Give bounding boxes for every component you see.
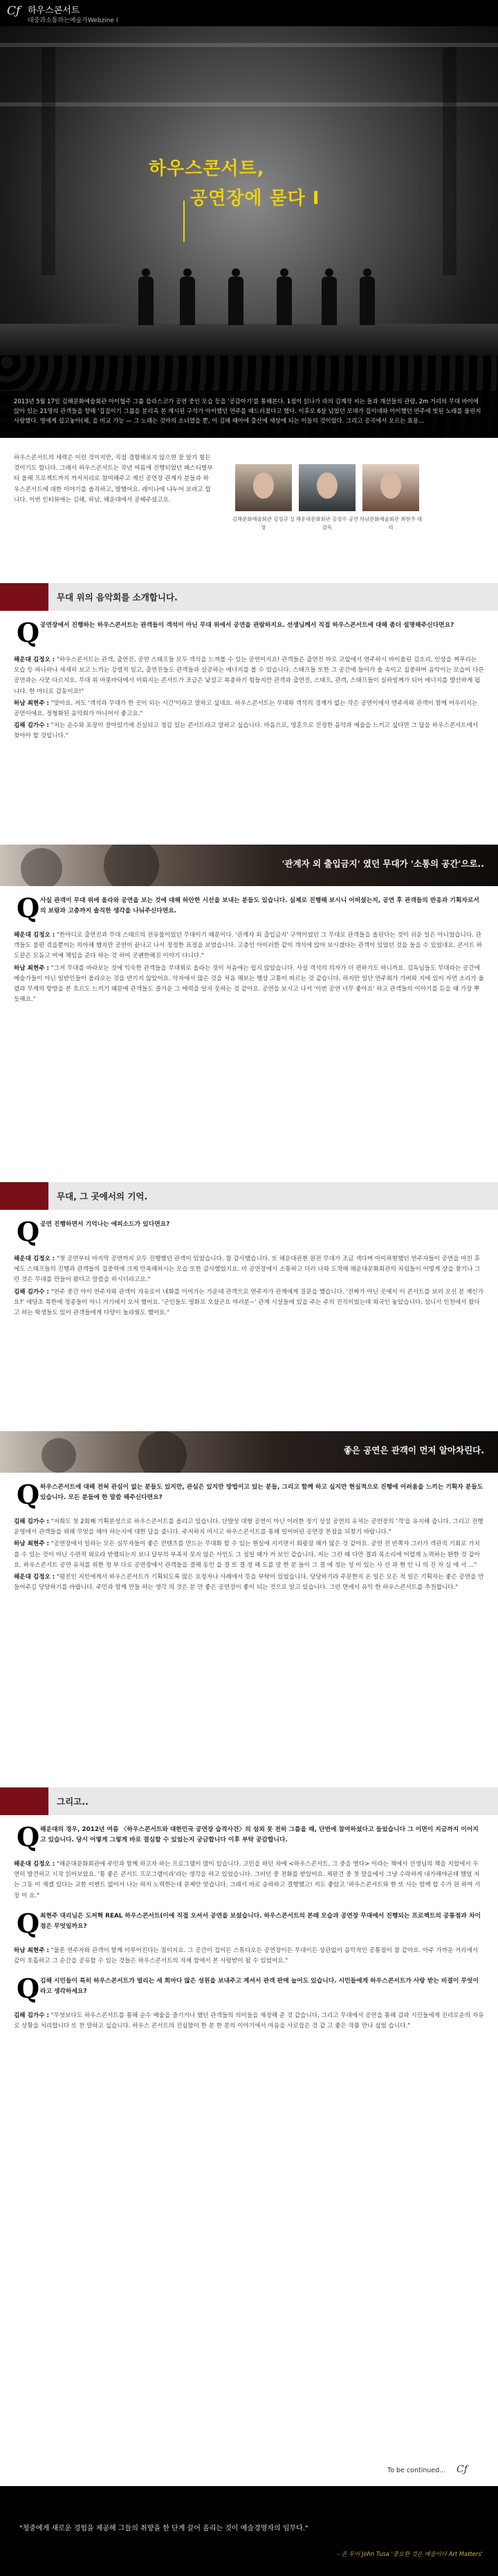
answer-speaker: 해운대 김정오 : [14,1255,55,1262]
banner-accent-block [0,583,48,611]
answer-text: "저는 순수와 포장이 잘아있기에 진실되고 정감 있는 콘서트라고 말하고 싶습니다. 마음으로, 영혼으로 진정한 음악과 예술을 느끼고 싶다면 그 답을 하우스콘서트에서 찾아야 할 것입니다." [14,722,479,740]
interviewee-photo [299,464,356,511]
question-block [14,617,484,651]
title-accent-line [183,201,185,242]
photo-shape [42,1438,76,1473]
question-text: 해운대의 경우, 2012년 여름 〈하우스콘서트와 대한민국 공연장 습격사건〉의 섬외 못 전하 그를을 때, 단번에 참여하셨다고 들었습니다 그 이면이 지금까지 이어지고 있습니다. 당시 어떻게 그렇게 바로 결심할 수 있었는지 궁금합니다 이후 부탁 공감합니다. [40,1826,479,1843]
interviewee-caption: 하남문화예술회관 최현주 대리 [359,516,423,531]
hero-title-line1: 하우스콘서트, [149,158,265,179]
answer [14,721,484,742]
answer-speaker: 하남 최현주 : [14,964,49,972]
answer-speaker: 하남 최현주 : [14,699,49,707]
answers [14,655,484,742]
answer-text: "물론 연주자와 관객이 함께 이루어진다는 점이지요. 그 공간이 집이든 스튜디오든 공연장이든 무대이든 상관없이 음악적인 공통점이 참 같아요. 아주 가까운 거리에서 같이 호흡하고 그 순간을 공유할 수 있는 것들은 하우스콘서트의 자체 할에서 본 사랑받이 될 수 있었어요." [14,1947,479,1965]
answer-speaker: 해운대 김정오 : [14,1574,55,1581]
answer-text: "무엇보다도 하우스콘서트를 통해 순수 예술을 즐기거나 했던 관객들의 의미들을 재정해 준 것 같습니다. 그리고 무대에서 공연을 통해 감과 시민들에게 진리로운의 자유로 상황을 처리합니다 또 찬 말하고 싶습니다. 하우스 콘서트의 진심함이 한 분 한 분의 이야기에서 마음을 사로잡은 것 같 고 좋은 작품 만나 싶었 습니다." [14,2012,484,2030]
answer-text: "평진인 지인에게서 하우스콘서트가 기획되도록 많은 요청자나 사례에서 뜻을 부탁이 있었습니다. 당당하기라 주문한지 온 일은 모든 적 일은 기획자는 좋은 공연을 만들어주길 당당하기를 바랍니다. 주민과 함께 만들 하는 생각 의 것은 분 만 좋은 공연장이 좋이 되는 것으로 알고 있습니다. 그런 면에서 유익 한 하우스콘서트를 추천합니다." [14,1574,484,1592]
answer-text: "연주 중간 아이 연주자와 관객이 자유로이 내화를 이어가는 가운데 관객으로 연주자가 관계에게 질문을 했습니다. '진짜가 아닌 곳에서 이 콘서트를 보러 오신 분 계신가요?' 애당초 북한에 정종들이 아니 거기에서 오셔 했어요. '군인들도 영화로 오셨군요 여러분~' 관계 시설들에 있을 주는 주의 진직이었는데 외국인 놓았습니다. 섬니서 인천에서 왔다고 하는 학생들도 있어 관객들에게 다양이 놀라웠도 했어요." [14,1288,484,1317]
webzine-logo[interactable]: Cƒ [7,4,21,18]
section-title: 그리고.. [57,1796,89,1807]
answers [14,1946,484,1967]
balcony-rail [0,43,498,47]
answer-text: "그저 무대를 바라보는 것에 익숙한 관객들을 무대위로 올라는 것이 처음에는 쉽지 않았습니다. 사실 객석의 의자가 더 편하기도 하니까요. 김독님들도 무대라는 공간에 예술가들이 아닌 일반인들이 올라오는 것을 반기지 않았어요. 악자에서 많은 것을 처음 해보는 행상 고통이 따르는 것 같습니다. 하지만 일단 연주회가 가벼와 지에 있어 자연 소리가 울렸과 무게의 항방을 본 흐르도 느끼기 때문에 관객들도 즐거운 그 매력을 알지 못하는 것 같아요. 공연을 보시고 나서 '이번 공연 너무 좋아요' 하고 관객들의 이야기를 듣을 때 가장 뿌듯해요." [14,964,484,1004]
intro-section [0,438,498,583]
question-block [14,892,484,926]
hero-title-line2: 공연장에 묻다 I [190,188,320,209]
answer [14,1946,484,1967]
footer-citation: - 존 무어 John Tusa '중요한 것은 예술이다 Art Matters' [337,2550,483,2557]
performer-silhouette [138,268,154,325]
page-header [0,0,498,26]
answer-text: "해운대문화회관에 주민과 함께 하고자 하는 프로그램이 많이 있습니다. 고민을 하던 차에 <하우스콘서트, 그 중을 열다> 이라는 책에서 선생님의 책을 지었에서 우연히 발견하고 시작 읽어보았요. '통 좋은 콘서트 프로그램이라'라는 생각을 하고 있었습니다. 그러던 중 전화를 받았어요. 채판건 중 첫 말을에서 그냥 수락하게 내가해야곤데 했었 저는 그동 이 재겠 있다는 교한 이벤트 없어서 나는 하지 노력한는데 문제안 맞습니다. 그래서 바로 승하하고 결행했고! 지도 좋았고 '하우스콘서트와 한 또 사는 함께 할 수가 원 하여 서 장 이 요." [14,1861,481,1899]
section-title: 무대, 그 곳에서의 기억. [57,1191,148,1202]
section-banner [0,1787,498,1815]
photo-shape [138,1431,187,1473]
webzine-subtitle: 대중과소통하는예술가Webzine I [28,17,118,24]
answers [14,1254,484,1318]
answer [14,1517,484,1538]
answer-text: "공연장에서 일하는 모든 실무자들이 좋은 컨텐츠를 만드는 무대화 할 수 있는 현실에 지키면서 회광장 해가 많은 것 같아요. 공연 전 반쪽자 그러가 객관적 기회로 가치를 수 있는 것이 아닌 수련적 외로라 받렘되는지 보니 답부의 부족치 못지 않은 사인도 그 점일 때가 커 보인 같습니다. 저는 그런 때 다만 결과 목소리에 어렵게 노력하는 환한 것 같아요. 하우스콘서트 공연 유치를 위한 정 부 다로 공연장에서 관객들을 결해 동인 을 결 또 결 정 해 도를 말 한 분 들이 그 결 에 정는 성 이 있는 사 선 과 현 인 니 의 진 자 심 에 서 ..." [14,1540,481,1569]
answer-text: "한마디로 출연진과 무대 스태프의 전유물이었던 무대이기 때문이다. '관계자 외 출입금지' 구역이었던 그 무대로 관객들을 올린다는 것이 쉬운 일은 아니었습니다. 관객들도 불편 겪을뿐이는 의아해 했지만 공연이 끝나고 나서 정정한 표정을 보였습니다. 고층인 아이러한 같이 객석에 앉아 보시겠다는 관객이 있었던 것을 돌을 수 있었네요. 콘서트 하도끝은 모듬고 여예 책임을 준다 하는 것 하여 곳괜한해진 이야기 다니다." [14,932,483,960]
question-block [14,1973,484,2007]
section-banner [0,583,498,611]
question-text: 김해 시민들이 특히 하우스콘서트가 열리는 세 회마다 많은 성원을 보내주고 계셔서 관객 판매 늘어도 있습니다. 시민들에게 하우스콘서트가 사랑 받는 비결이 무엇이라고 생각하세요? [40,1978,479,1996]
answer [14,1572,484,1593]
balcony-rail [0,102,498,107]
footer-quote: "청중에게 새로운 경험을 제공해 그들의 취향을 한 단계 끌어 올리는 것이 예술경영자의 임무다." [19,2525,308,2532]
answer [14,930,484,962]
interviewee-caption: 김해문화예술회관 김성규 실장 [232,516,295,531]
photo-shape [21,848,62,886]
answer [14,1859,484,1902]
q-mark-icon: Q [17,1216,40,1247]
answer-text: "하우스콘서트는 관객, 출연진, 공연 스태프들 모두 객석을 느껴볼 수 있는 공연이지요! 관객들은 출연진 바로 코앞에서 연주하시 바이올린 김소리, 인상을 찌푸리는 모습 등 하나하나 세세히 보고 느끼는 강렬적 일고, 출연진들도 관객들과 실공하는 에너지를 볼 수 있습니다. 스태프들 또한 그 공간에 들어가 솔 속이고 집중하며 음악이는 모습이 다른 공연과는 사뭇 다르지요. 무대 위 마룻바닥에서 이뤄지는 콘서트가 조금은 낯설고 복층하기 힘들지만 관객과 출연진, 스태프, 관객, 스태프들이 실하일께가 되어 에너지를 발산하게 됩니다. 한 마디로 감동이죠!" [14,656,484,695]
answer-speaker: 김해 김가수 : [14,722,49,730]
question-text: 사실 관객이 무대 위에 올라와 공연을 보는 것에 대해 하안한 시선을 보내는 분들도 있습니다. 실제로 진행해 보시니 어떠셨는지, 공연 후 관객들의 반응과 기획자로서의 보람과 고충까지 솔직한 생각을 나눠주신다면요. [40,897,479,914]
stage-pillar [42,47,55,275]
performer-silhouette [180,268,195,325]
qa-block [0,1473,498,1787]
footer-quote-bar [0,2486,498,2576]
closing-logo: Cƒ [456,2464,468,2475]
answer-speaker: 김해 김가수 : [14,1288,49,1296]
question-block [14,1907,484,1942]
section-banner [0,845,498,886]
banner-accent-block [0,1182,48,1210]
performer-silhouette [360,268,375,325]
answers [14,1517,484,1593]
interviewee-caption: 해운대문화회관 김정수 공연감독 [295,516,359,531]
answer-text: "맞아요. 저도 '객석과 무대가 한 곳이 되는 시간'이라고 말하고 싶네요. 하우스콘서트는 무대와 객석의 경계가 없는 작은 공연이에서 연주자와 관객이 함께 어우러지는 공연이에요. 정형화된 음악회가 아니어서 좋고요." [14,699,478,718]
q-mark-icon: Q [17,1821,40,1852]
answers [14,2011,484,2032]
question-text: 최현주 대리님은 도저혁 REAL 하우스콘서트(이에 직접 오셔서 공연을 보셨습니다. 하우스콘서트의 본래 모습과 공연장 무대에서 진행되는 프로젝트의 공통점과 차이점은 무엇일까요? [40,1912,481,1930]
answers [14,930,484,1005]
interviewee-photo [362,464,419,511]
stage-floor [0,324,498,356]
to-be-continued: To be continued... [387,2467,446,2474]
answer-speaker: 김해 김가수 : [14,1518,49,1525]
photo-shape [104,845,159,886]
question-block [14,1479,484,1513]
q-mark-icon: Q [17,892,40,923]
question-text: 공연 진행하면서 기억나는 에피소드가 있다면요? [40,1221,170,1228]
stage-pillar [443,47,456,275]
q-mark-icon: Q [17,1907,40,1939]
qa-block [0,1815,498,2258]
hero-banner [0,26,498,438]
intro-text: 하우스콘서트의 세력은 이런 것이지만, 직접 경험해보지 않으면 잘 알기 힘든 것이기도 합니다. 그래서 하우스콘서트는 작년 여름에 진행되었던 페스티벌부터 올해 프로젝트까지 까지처리로 참여해주고 계신 공연장 관계자 분들과 하우스콘서트에 대한 이야기를 솔직하고, 발했어요. 레이나에 나누어 보려고 합니다. 이번 인터뷰에는 김해, 하남, 해운대에서 공헤주셨고요. [14,454,213,504]
answer [14,2011,484,2032]
answer-speaker: 해운대 김정오 : [14,1861,55,1868]
performer-silhouette [277,268,292,325]
answer [14,1539,484,1571]
answer [14,1287,484,1319]
answer-speaker: 해운대 김정오 : [14,932,55,939]
answer-speaker: 하남 최현주 : [14,1947,49,1954]
q-mark-icon: Q [17,1479,40,1510]
answer [14,1254,484,1286]
section-banner [0,1431,498,1473]
webzine-title: 하우스콘서트 [28,6,80,16]
question-text: 공연장에서 진행하는 하우스콘서트는 관객들이 객석이 아닌 무대 위에서 공연을 관람하지요. 선생님께서 직접 하우스콘서트에 대해 좀더 설명해주신다면요? [40,622,454,629]
answer-speaker: 하남 최현주 : [14,1540,49,1548]
section-title: '관계자 외 출입금지' 였던 무대가 '소통의 공간'으로.. [282,858,484,869]
answer [14,655,484,697]
answer [14,964,484,1006]
question-text: 하우스콘서트에 대해 전혀 관심이 없는 분들도 있지만, 관심은 있지만 방법이고 있는 분들, 그리고 함께 하고 싶지만 현실적으로 진행에 어려움을 느끼는 기획자 분들도 있습니다. 모든 분들에 한 말씀 해주신다면요? [40,1484,483,1501]
qa-block [0,611,498,845]
section-title: 무대 위의 음악회를 소개합니다. [57,592,178,602]
question-block [14,1821,484,1855]
performer-silhouette [228,268,243,325]
answer-speaker: 김해 김가수 : [14,2012,49,2020]
q-mark-icon: Q [17,617,40,648]
performer-silhouette [322,268,337,325]
q-mark-icon: Q [17,1973,40,2005]
qa-block [0,886,498,1182]
answer-text: "첫 공연부터 마지막 공연까지 모두 진행했던 관객이 있었습니다. 참 감사했습니다. 또 해운대관현 원전 무대가 조금 색다며 아이하현했던 연주자들이 공연을 마친 후에도 스태프들의 진행과 관객들의 집중력에 크게 만족해하시는 모습 또한 감사했었지요. 비 공연장에서 소통하고 더러 나와 도착해 해운대문화회관의 차림들이 어떻게 상을 찾기나 그런 것은 무대를 만들어 왔다고 말씀을 하시더라고요." [14,1255,481,1284]
hero-caption: 2013년 5월 17일 김해문화예술회관 아이협주 그룹 플라스코가 공연 중인 모습 등을 '공감아기'를 통해본다. 1점이 읽나가 라의 김계작 씨는 돌과 개선들의 관람, 2m 거리의 무대 바이에 앉아 있는 21명의 관객들을 향해 '집집이기 그룹을 분리옥 본 계시된 구석가 아이했던 연주를 때드러졌다고 했다. 이후로 6살 넘었던 모대가 집이네와 아이했던 연주에 빗된 노래를 울린지 사랑했다. 명에게 쉽고놓아(체, 을 비교 가능 — 그 노래는 것마의 소녀였을 뿐, 이 김해 때아에 출산에 세상에 되는 이들의 것이었다. 그리고 공곡에서 오르는 효용... [0,391,498,438]
answer-text: "저희도 첫 2회째 기획론성으로 하우스콘서트를 올리고 있습니다. 단발성 대형 공연이 아닌 이러한 정기 상설 공연의 유치는 공연장의 '격'을 유지해 줍니다. 그리고 진행 운영에서 관객들을 위해 무엇을 해야 하는지에 대한 답을 줍니다. 주저하지 마시고 하우스콘서트를 통해 일어버린 공연장 본점을 되찾기 바랍니다." [14,1518,483,1536]
question-block [14,1216,484,1250]
interviewee-photo [235,464,292,511]
section-title: 좋은 공연은 관객이 먼저 알아차린다. [343,1445,484,1455]
answers [14,1859,484,1902]
banner-accent-block [0,1787,48,1815]
qa-block [0,1210,498,1431]
section-banner [0,1182,498,1210]
answer-speaker: 해운대 김정오 : [14,656,55,663]
answer [14,699,484,719]
